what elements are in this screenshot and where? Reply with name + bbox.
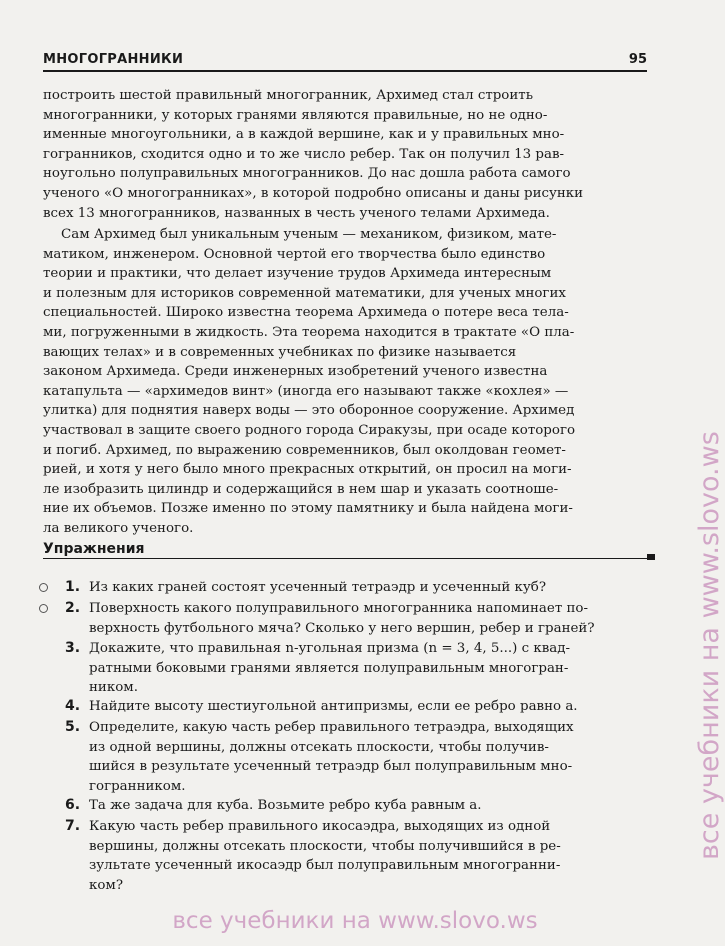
text-line: законом Архимеда. Среди инженерных изобретений ученого известна: [43, 364, 548, 380]
text-line: участвовал в защите своего родного города Сиракузы, при осаде которого: [43, 422, 576, 438]
exercise-text-line: ком?: [89, 877, 124, 893]
exercise-text-line: Определите, какую часть ребер правильного тетраэдра, выходящих: [89, 720, 574, 735]
text-line: ученого «О многогранниках», в которой подробно описаны и даны рисунки: [43, 185, 584, 201]
text-line: всех 13 многогранников, названных в честь ученого телами Архимеда.: [43, 205, 550, 221]
exercise-number: 4.: [65, 698, 81, 714]
exercise-number: 6.: [65, 797, 81, 813]
text-line: катапульта — «архимедов винт» (иногда его называют также «кохлея» —: [43, 383, 569, 399]
text-line: построить шестой правильный многогранник, Архимед стал строить: [43, 88, 533, 103]
exercise-text-line: шийся в результате усеченный тетраэдр был полуправильным мно-: [89, 759, 573, 775]
exercise-number: 3.: [65, 640, 81, 656]
page-number: 95: [628, 52, 647, 67]
text-line: специальностей. Широко известна теорема Архимеда о потере веса тела-: [43, 305, 569, 321]
running-section-title: МНОГОГРАННИКИ: [43, 52, 184, 67]
exercise-text-line: Поверхность какого полуправильного многогранника напоминает по-: [89, 601, 588, 616]
text-line: гогранников, сходится одно и то же число ребер. Так он получил 13 рав-: [43, 146, 565, 162]
exercise-text-line: верхность футбольного мяча? Сколько у него вершин, ребер и граней?: [89, 620, 595, 636]
exercise-text-line: из одной вершины, должны отсекать плоскости, чтобы получив-: [89, 739, 549, 755]
paragraph-archimedes: [43, 225, 647, 539]
heading-rule: [43, 558, 647, 559]
header-rule: [43, 70, 647, 72]
exercise-number: 1.: [65, 579, 81, 595]
text-line: ми, погруженными в жидкость. Эта теорема находится в трактате «О пла-: [43, 324, 575, 340]
text-line: ле изобразить цилиндр и содержащийся в нем шар и указать соотноше-: [43, 481, 559, 497]
text-line: рией, и хотя у него было много прекрасных открытий, он просил на моги-: [43, 462, 572, 478]
heading-end-mark: [647, 554, 655, 560]
exercise-text-line: вершины, должны отсекать плоскости, чтобы получившийся в ре-: [89, 838, 561, 854]
exercise-text-line: ником.: [89, 680, 138, 696]
exercise-number: 5.: [65, 719, 81, 735]
exercise-text-line: зультате усеченный икосаэдр был полуправильным многогранни-: [89, 858, 561, 874]
text-line: улитка) для поднятия наверх воды — это оборонное сооружение. Архимед: [43, 403, 575, 419]
circle-marker-icon: [39, 604, 48, 613]
paragraph-polyhedra: [43, 86, 647, 223]
text-line: и погиб. Архимед, по выражению современников, был околдован геомет-: [43, 442, 566, 458]
side-watermark-text: все учебники на www.slovo.ws: [694, 431, 725, 860]
exercise-text-line: Та же задача для куба. Возьмите ребро куба равным a.: [89, 798, 482, 813]
text-line: именные многоугольники, а в каждой вершине, как и у правильных мно-: [43, 127, 565, 143]
exercise-text-line: гогранником.: [89, 778, 186, 794]
page-header: [43, 52, 647, 72]
text-line: многогранники, у которых гранями являются правильные, но не одно-: [43, 107, 548, 123]
text-line: ноугольно полуправильных многогранников. До нас дошла работа самого: [43, 166, 571, 182]
text-line: и полезным для историков современной математики, для ученых многих: [43, 285, 566, 301]
text-line: Сам Архимед был уникальным ученым — механиком, физиком, мате-: [61, 227, 557, 242]
exercise-text-line: Найдите высоту шестиугольной антипризмы, если ее ребро равно a.: [89, 699, 578, 714]
exercises-heading: [43, 541, 655, 561]
exercise-text-line: Из каких граней состоят усеченный тетраэдр и усеченный куб?: [89, 580, 547, 595]
exercise-text-line: ратными боковыми гранями является полуправильным многогран-: [89, 660, 569, 676]
exercise-number: 7.: [65, 818, 81, 834]
exercise-text-line: Докажите, что правильная n-угольная призма (n = 3, 4, 5...) с квад-: [89, 641, 571, 656]
exercise-number: 2.: [65, 600, 81, 616]
text-line: ла великого ученого.: [43, 520, 194, 536]
text-line: матиком, инженером. Основной чертой его творчества было единство: [43, 246, 546, 262]
text-line: теории и практики, что делает изучение трудов Архимеда интересным: [43, 266, 552, 282]
text-line: ние их объемов. Позже именно по этому памятнику и была найдена моги-: [43, 501, 573, 517]
bottom-watermark: все учебники на www.slovo.ws: [172, 908, 538, 934]
text-line: вающих телах» и в современных учебниках по физике называется: [43, 344, 517, 360]
circle-marker-icon: [39, 583, 48, 592]
exercises-title: Упражнения: [43, 541, 145, 557]
side-watermark: [660, 125, 725, 865]
exercise-text-line: Какую часть ребер правильного икосаэдра, выходящих из одной: [89, 819, 551, 834]
